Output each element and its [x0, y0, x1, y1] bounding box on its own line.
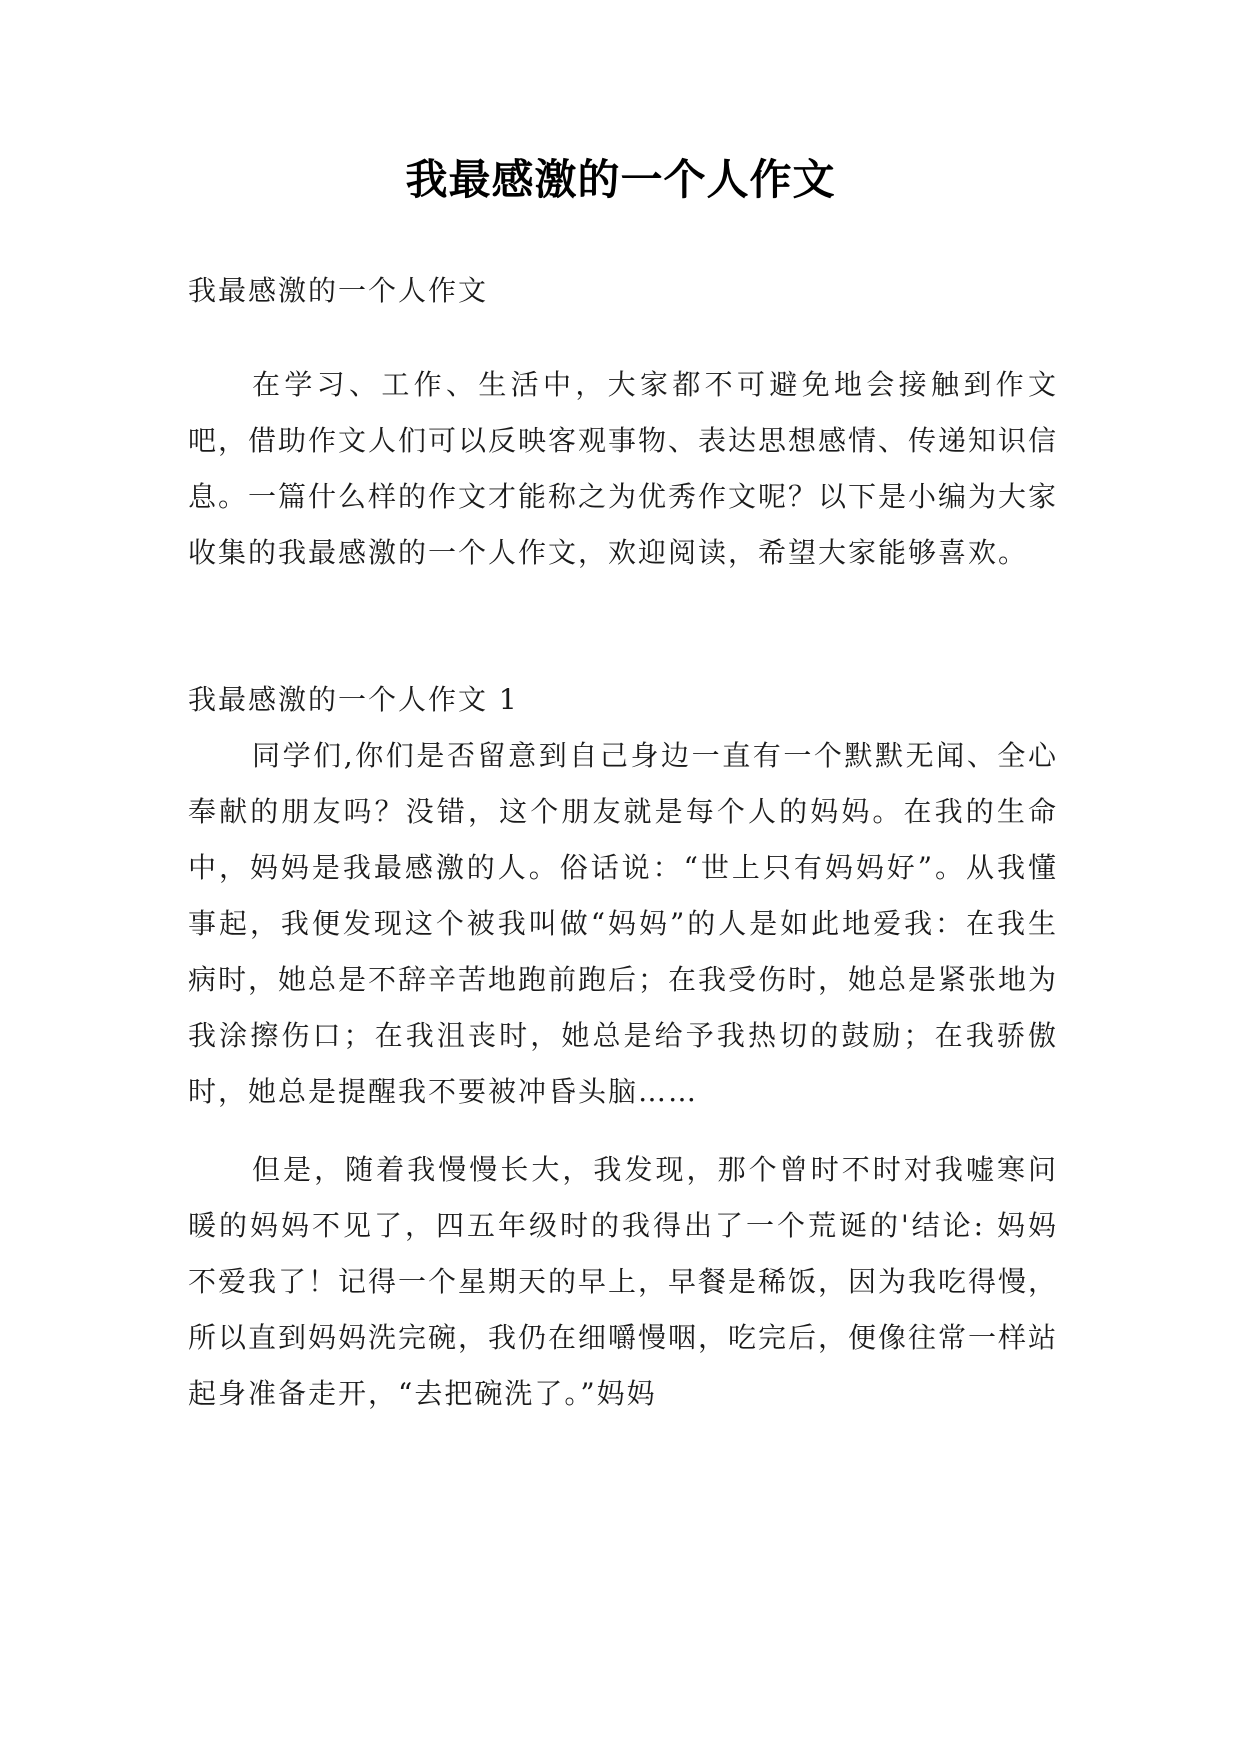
- document-title: 我最感激的一个人作文: [405, 155, 836, 204]
- body-paragraph: 同学们,你们是否留意到自己身边一直有一个默默无闻、全心奉献的朋友吗？没错，这个朋友就是每个人的妈妈。在我的生命中，妈妈是我最感激的人。俗话说：“世上只有妈妈好”。从我懂事起，我便发现这个被我叫做“妈妈”的人是如此地爱我：在我生病时，她总是不辞辛苦地跑前跑后；在我受伤时，她总是紧张地为我涂擦伤口；在我沮丧时，她总是给予我热切的鼓励；在我骄傲时，她总是提醒我不要被冲昏头脑……: [188, 739, 1059, 1108]
- section-heading: 我最感激的一个人作文 1: [188, 683, 519, 716]
- document-subtitle: 我最感激的一个人作文: [188, 274, 489, 307]
- body-paragraph: 但是，随着我慢慢长大，我发现，那个曾时不时对我嘘寒问暖的妈妈不见了，四五年级时的我得出了一个荒诞的'结论: 妈妈不爱我了！记得一个星期天的早上，早餐是稀饭，因为我吃得慢，所以直到妈妈洗完碗，我仍在细嚼慢咽，吃完后，便像往常一样站起身准备走开，“去把碗洗了。”妈妈: [188, 1153, 1059, 1410]
- intro-paragraph: 在学习、工作、生活中，大家都不可避免地会接触到作文吧，借助作文人们可以反映客观事物、表达思想感情、传递知识信息。一篇什么样的作文才能称之为优秀作文呢？以下是小编为大家收集的我最感激的一个人作文，欢迎阅读，希望大家能够喜欢。: [188, 368, 1059, 569]
